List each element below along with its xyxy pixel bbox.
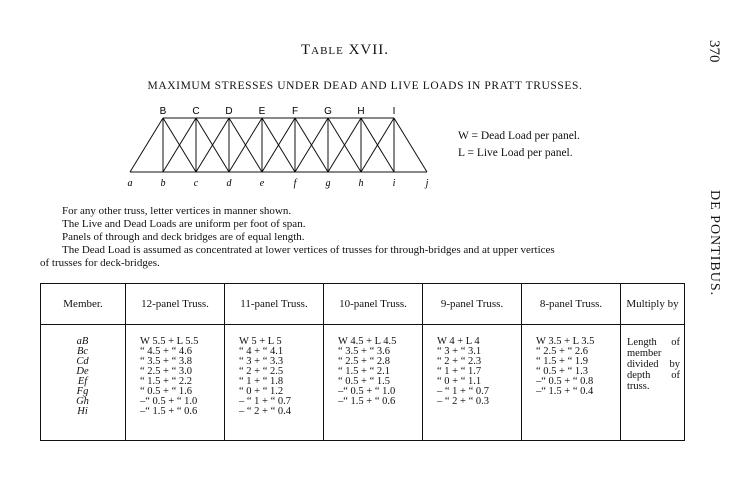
lower-vertex-label: a (127, 178, 133, 189)
col-8-panel (522, 325, 621, 441)
header-10-panel: 10-panel Truss. (324, 284, 423, 325)
upper-vertex-label: D (225, 106, 233, 117)
cell-value: W 5 + L 5 (239, 336, 282, 347)
cell-value: –“ 0.5 + “ 1.0 (140, 396, 198, 407)
cell-value: “ 2.5 + “ 3.0 (140, 366, 192, 377)
col-11-panel (225, 325, 324, 441)
header-11-panel: 11-panel Truss. (225, 284, 324, 325)
lower-vertex-label: g (325, 178, 331, 189)
cell-value: “ 2.5 + “ 2.6 (536, 346, 588, 357)
cell-value: Gh (76, 396, 89, 407)
cell-value: “ 3 + “ 3.1 (437, 346, 482, 357)
header-12-panel: 12-panel Truss. (126, 284, 225, 325)
cell-value: – “ 1 + “ 0.7 (437, 386, 489, 397)
lower-vertex-label: j (425, 178, 429, 189)
upper-vertex-label: H (357, 106, 365, 117)
cell-value: “ 1 + “ 1.7 (437, 366, 482, 377)
lower-vertex-label: d (226, 178, 232, 189)
cell-value: “ 1.5 + “ 2.2 (140, 376, 192, 387)
table-header-row (41, 284, 685, 325)
cell-value: “ 2 + “ 2.5 (239, 366, 284, 377)
cell-value: “ 0.5 + “ 1.5 (338, 376, 390, 387)
legend-dead-load: W = Dead Load per panel. (458, 130, 580, 142)
header-8-panel: 8-panel Truss. (522, 284, 621, 325)
stress-table (40, 283, 685, 441)
page-number: 370 (706, 40, 722, 63)
upper-vertex-label: C (192, 106, 200, 117)
cell-value: –“ 1.5 + “ 0.6 (338, 396, 396, 407)
col-9-panel (423, 325, 522, 441)
cell-value: “ 4 + “ 4.1 (239, 346, 284, 357)
cell-value: W 4 + L 4 (437, 336, 480, 347)
running-head: DE PONTIBUS. (707, 190, 722, 297)
cell-value: Ef (77, 376, 88, 387)
cell-value: –“ 0.5 + “ 1.0 (338, 386, 396, 397)
cell-value: – “ 2 + “ 0.3 (437, 396, 489, 407)
lower-vertex-label: h (358, 178, 364, 189)
cell-value: – “ 1 + “ 0.7 (239, 396, 291, 407)
cell-value: Fg (76, 386, 89, 397)
cell-value: W 3.5 + L 3.5 (536, 336, 595, 347)
cell-value: Bc (76, 346, 89, 357)
table-body-row (41, 325, 685, 441)
note-line: The Dead Load is assumed as concentrated at lower vertices of trusses for through-bridges and at upper vertices (62, 244, 555, 256)
truss-member (394, 118, 427, 172)
header-multiply: Multiply by (621, 284, 685, 325)
multiply-by-cell: Length of member divided by depth of truss. (621, 325, 685, 441)
cell-value: “ 2.5 + “ 2.8 (338, 356, 390, 367)
lower-vertex-label: i (392, 178, 396, 189)
cell-value: Hi (77, 406, 88, 417)
cell-value: –“ 1.5 + “ 0.4 (536, 386, 594, 397)
header-9-panel: 9-panel Truss. (423, 284, 522, 325)
upper-vertex-label: G (324, 106, 332, 117)
upper-vertex-label: I (392, 106, 396, 117)
cell-value: “ 0.5 + “ 1.3 (536, 366, 588, 377)
lower-vertex-label: e (259, 178, 265, 189)
cell-value: W 5.5 + L 5.5 (140, 336, 199, 347)
cell-value: Cd (76, 356, 89, 367)
cell-value: “ 1.5 + “ 2.1 (338, 366, 390, 377)
cell-value: “ 3.5 + “ 3.8 (140, 356, 192, 367)
lower-vertex-label: c (193, 178, 199, 189)
cell-value: “ 0.5 + “ 1.6 (140, 386, 192, 397)
cell-value: “ 0 + “ 1.2 (239, 386, 284, 397)
cell-value: –“ 1.5 + “ 0.6 (140, 406, 198, 417)
table-subtitle: MAXIMUM STRESSES UNDER DEAD AND LIVE LOADS IN PRATT TRUSSES. (147, 80, 583, 92)
col-10-panel (324, 325, 423, 441)
cell-value: “ 3 + “ 3.3 (239, 356, 284, 367)
lower-vertex-label: f (293, 178, 297, 189)
upper-vertex-label: F (291, 106, 299, 117)
note-line: For any other truss, letter vertices in manner shown. (62, 205, 292, 217)
legend-live-load: L = Live Load per panel. (458, 147, 573, 159)
cell-value: “ 1 + “ 1.8 (239, 376, 284, 387)
note-line: Panels of through and deck bridges are of equal length. (62, 231, 305, 243)
note-line: of trusses for deck-bridges. (40, 257, 160, 269)
header-member: Member. (41, 284, 126, 325)
upper-vertex-label: E (258, 106, 266, 117)
pratt-truss-diagram (120, 104, 440, 194)
cell-value: – “ 2 + “ 0.4 (239, 406, 291, 417)
cell-value: “ 2 + “ 2.3 (437, 356, 482, 367)
cell-value: De (76, 366, 89, 377)
cell-value: aB (76, 336, 89, 347)
lower-vertex-label: b (160, 178, 166, 189)
cell-value: “ 4.5 + “ 4.6 (140, 346, 192, 357)
cell-value: “ 0 + “ 1.1 (437, 376, 482, 387)
note-line: The Live and Dead Loads are uniform per foot of span. (62, 218, 306, 230)
member-column (41, 325, 126, 441)
truss-member (130, 118, 163, 172)
cell-value: –“ 0.5 + “ 0.8 (536, 376, 594, 387)
cell-value: “ 1.5 + “ 1.9 (536, 356, 588, 367)
upper-vertex-label: B (159, 106, 167, 117)
cell-value: W 4.5 + L 4.5 (338, 336, 397, 347)
cell-value: “ 3.5 + “ 3.6 (338, 346, 390, 357)
col-12-panel (126, 325, 225, 441)
table-title: Table XVII. (300, 42, 390, 58)
